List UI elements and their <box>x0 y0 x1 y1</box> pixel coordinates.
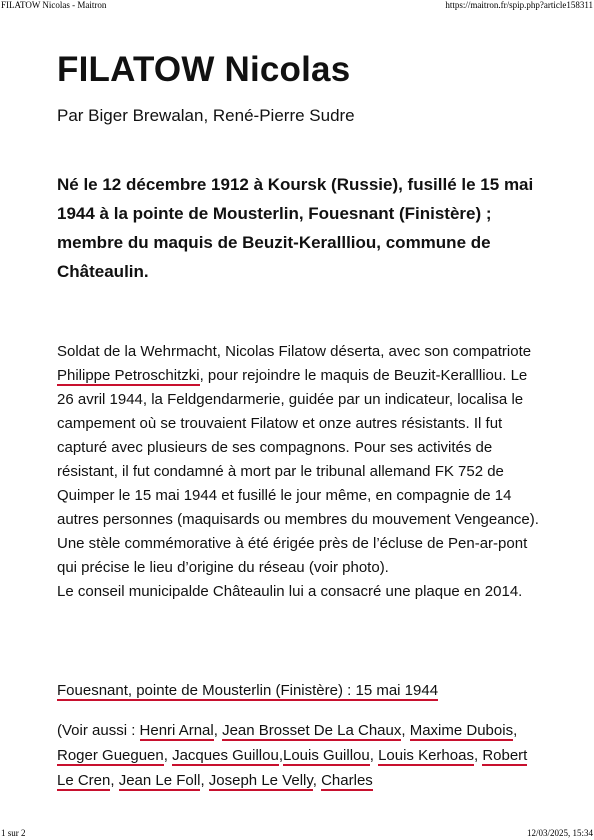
body-text-stele: Une stèle commémorative à été érigée près de l’écluse de Pen-ar-pont qui précise le lieu d’origine du réseau (voir photo). <box>57 535 528 576</box>
article-lead: Né le 12 décembre 1912 à Koursk (Russie), fusillé le 15 mai 1944 à la pointe de Mousterlin, Fouesnant (Finistère) ; membre du maquis de Beuzit-Kerallliou, commune de Châteaulin. <box>57 175 534 281</box>
print-footer <box>0 828 594 838</box>
print-page-number: 1 sur 2 <box>1 828 26 838</box>
see-also-link[interactable]: Roger Gueguen <box>57 747 164 764</box>
event-caption <box>57 679 438 703</box>
article-authors: Par Biger Brewalan, René-Pierre Sudre <box>57 106 355 125</box>
see-also-link[interactable]: Jean Le Foll <box>118 772 201 789</box>
body-text-plaque: Le conseil municipalde Châteaulin lui a consacré une plaque en 2014. <box>57 583 523 600</box>
body-text-2: , pour rejoindre le maquis de Beuzit-Kerallliou. Le 26 avril 1944, la Feldgendarmerie, guidée par un indicateur, localisa le campement où se trouvaient Filatow et onze autres résistants. Il fut capturé avec plusieurs de ses compagnons. Pour ses activités de résistant, il fut condamné à mort par le tribunal allemand FK 752 de Quimper le 15 mai 1944 et fusillé le jour même, en compagnie de 14 autres personnes (maquisards ou membres du mouvement Vengeance). <box>57 367 539 528</box>
see-also-link[interactable]: Robert Le Cren <box>57 747 528 789</box>
print-header <box>0 0 594 10</box>
event-caption-link[interactable]: Fouesnant, pointe de Mousterlin (Finistère) : 15 mai 1944 <box>57 682 439 699</box>
article-body <box>57 340 545 604</box>
print-timestamp: 12/03/2025, 15:34 <box>526 828 593 838</box>
see-also: (Voir aussi : Henri Arnal, Jean Brosset De La Chaux, Maxime Dubois, Roger Gueguen, Jacques Guillou,Louis Guillou, Louis Kerhoas, Robert Le Cren, Jean Le Foll, Joseph Le Velly, Charles <box>57 722 528 789</box>
see-also-link[interactable]: Charles <box>321 772 373 789</box>
see-also-link[interactable]: Louis Kerhoas <box>378 747 474 764</box>
see-also-link[interactable]: Joseph Le Velly <box>208 772 313 789</box>
article-title: FILATOW Nicolas <box>57 50 351 89</box>
body-text-1: Soldat de la Wehrmacht, Nicolas Filatow déserta, avec son compatriote <box>57 343 532 360</box>
print-page-title: FILATOW Nicolas - Maitron <box>1 0 107 10</box>
see-also-link[interactable]: Henri Arnal <box>139 722 214 739</box>
see-also-link[interactable]: Jacques Guillou <box>172 747 279 764</box>
see-also-link[interactable]: Maxime Dubois <box>409 722 514 739</box>
see-also-link[interactable]: Jean Brosset De La Chaux <box>222 722 402 739</box>
see-also-prefix: (Voir aussi : <box>57 722 140 739</box>
link-philippe-petroschitzki[interactable]: Philippe Petroschitzki <box>57 367 200 384</box>
see-also-link[interactable]: Louis Guillou <box>283 747 370 764</box>
print-url: https://maitron.fr/spip.php?article158311 <box>445 0 593 10</box>
